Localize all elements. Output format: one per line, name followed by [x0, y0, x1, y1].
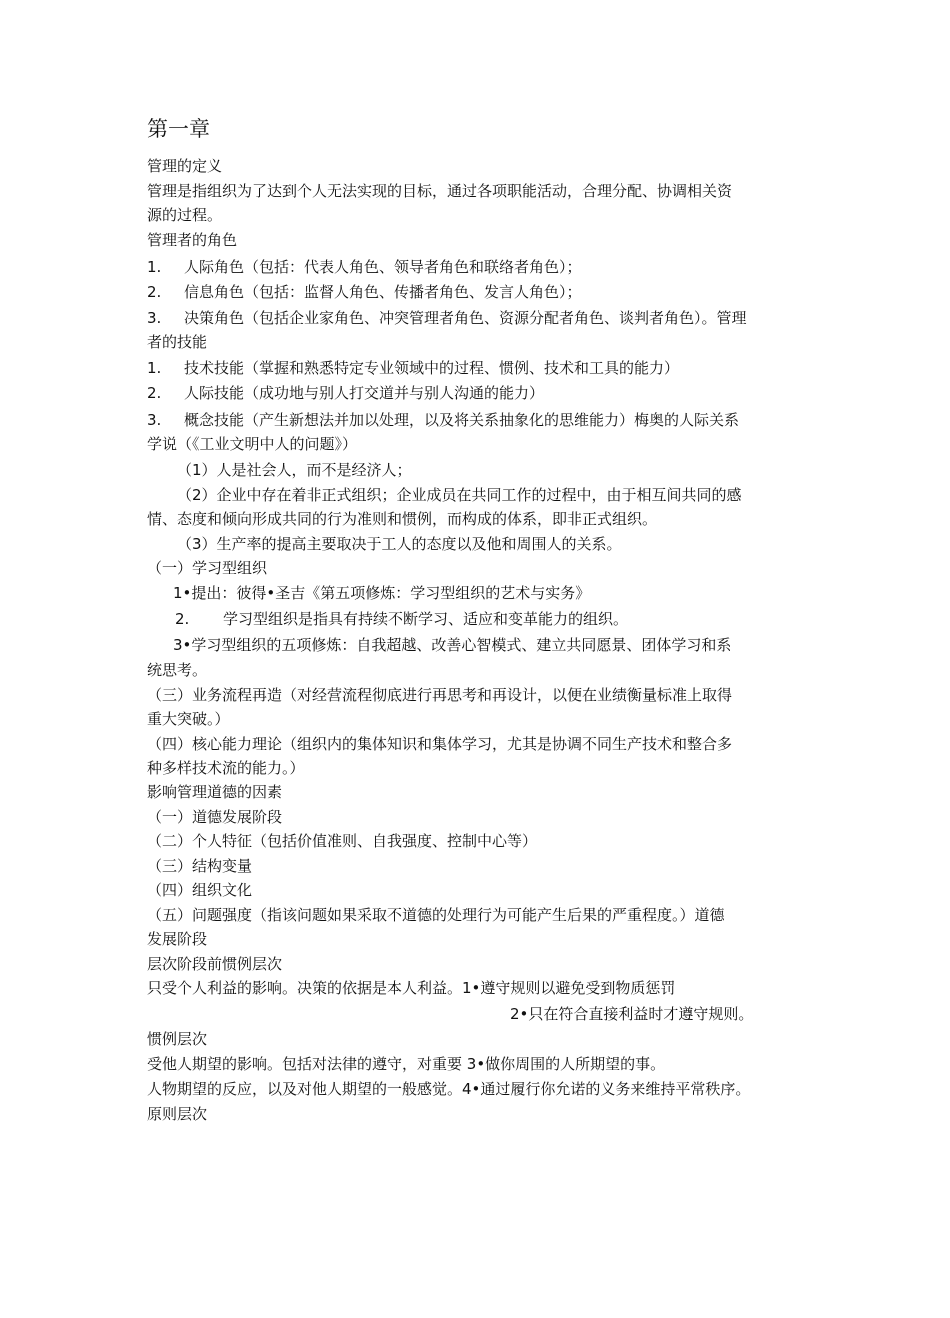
list-text: 技术技能（掌握和熟悉特定专业领域中的过程、惯例、技术和工具的能力） — [184, 359, 680, 377]
core-competence-paragraph: （四）核心能力理论（组织内的集体知识和集体学习，尤其是协调不同生产技术和整合多 — [147, 735, 733, 753]
ethics-factor: 发展阶段 — [147, 930, 208, 948]
list-number: 2. — [147, 283, 162, 301]
list-item — [147, 257, 582, 277]
list-item — [147, 308, 747, 328]
list-text: 人际技能（成功地与别人打交道并与别人沟通的能力） — [184, 384, 545, 402]
definition-heading: 管理的定义 — [147, 157, 223, 175]
list-item — [147, 282, 582, 302]
list-text: 学习型组织是指具有持续不断学习、适应和变革能力的组织。 — [223, 610, 629, 628]
list-item — [175, 609, 628, 629]
level-text: 人物期望的反应，以及对他人期望的一般感觉。4•通过履行你允诺的义务来维持平常秩序。 — [147, 1080, 751, 1098]
level-heading: 层次阶段前惯例层次 — [147, 955, 283, 973]
level-text: 受他人期望的影响。包括对法律的遵守，对重要 3•做你周围的人所期望的事。 — [147, 1055, 666, 1073]
skills-heading: 者的技能 — [147, 333, 208, 351]
list-item — [147, 358, 679, 378]
mayo-point: （1）人是社会人，而不是经济人； — [177, 461, 412, 479]
list-number: 3. — [147, 411, 162, 429]
list-number: 1. — [147, 258, 162, 276]
bpr-paragraph: 重大突破。） — [147, 710, 230, 728]
ethics-factor: （四）组织文化 — [147, 881, 253, 899]
definition-text: 管理是指组织为了达到个人无法实现的目标，通过各项职能活动，合理分配、协调相关资 — [147, 182, 733, 200]
level-text: 只受个人利益的影响。决策的依据是本人利益。1•遵守规则以避免受到物质惩罚 — [147, 979, 676, 997]
roles-heading: 管理者的角色 — [147, 231, 238, 249]
mayo-point: 情、态度和倾向形成共同的行为准则和惯例，而构成的体系，即非正式组织。 — [147, 510, 658, 528]
ethics-factor: （二）个人特征（包括价值准则、自我强度、控制中心等） — [147, 832, 538, 850]
mayo-point: （3）生产率的提高主要取决于工人的态度以及他和周围人的关系。 — [177, 535, 622, 553]
ethics-factor: （一）道德发展阶段 — [147, 808, 283, 826]
core-competence-paragraph: 种多样技术流的能力。） — [147, 759, 305, 777]
learning-org-item: 1•提出：彼得•圣吉《第五项修炼：学习型组织的艺术与实务》 — [173, 584, 591, 602]
learning-org-heading: （一）学习型组织 — [147, 559, 268, 577]
ethics-factor: （五）问题强度（指该问题如果采取不道德的处理行为可能产生后果的严重程度。）道德 — [147, 906, 725, 924]
list-number: 1. — [147, 359, 162, 377]
list-text: 信息角色（包括：监督人角色、传播者角色、发言人角色）； — [184, 283, 582, 301]
bpr-paragraph: （三）业务流程再造（对经营流程彻底进行再思考和再设计，以便在业绩衡量标准上取得 — [147, 686, 733, 704]
learning-org-item: 统思考。 — [147, 661, 208, 679]
list-text: 概念技能（产生新想法并加以处理，以及将关系抽象化的思维能力）梅奥的人际关系 — [184, 411, 740, 429]
mayo-theory-text: 学说（《工业文明中人的问题》） — [147, 435, 358, 453]
level-heading: 原则层次 — [147, 1105, 208, 1123]
list-item — [147, 383, 544, 403]
list-number: 2. — [147, 384, 162, 402]
mayo-point: （2）企业中存在着非正式组织；企业成员在共同工作的过程中，由于相互间共同的感 — [177, 486, 742, 504]
list-text: 决策角色（包括企业家角色、冲突管理者角色、资源分配者角色、谈判者角色）。管理 — [184, 309, 747, 327]
list-number: 2. — [175, 610, 190, 628]
list-item — [147, 410, 739, 430]
list-text: 人际角色（包括：代表人角色、领导者角色和联络者角色）； — [184, 258, 582, 276]
level-heading: 惯例层次 — [147, 1030, 208, 1048]
chapter-title: 第一章 — [147, 117, 210, 141]
level-text: 2•只在符合直接利益时才遵守规则。 — [510, 1005, 754, 1023]
ethics-factor: （三）结构变量 — [147, 857, 253, 875]
learning-org-item: 3•学习型组织的五项修炼：自我超越、改善心智模式、建立共同愿景、团体学习和系 — [173, 636, 732, 654]
list-number: 3. — [147, 309, 162, 327]
ethics-heading: 影响管理道德的因素 — [147, 783, 283, 801]
definition-text: 源的过程。 — [147, 206, 223, 224]
